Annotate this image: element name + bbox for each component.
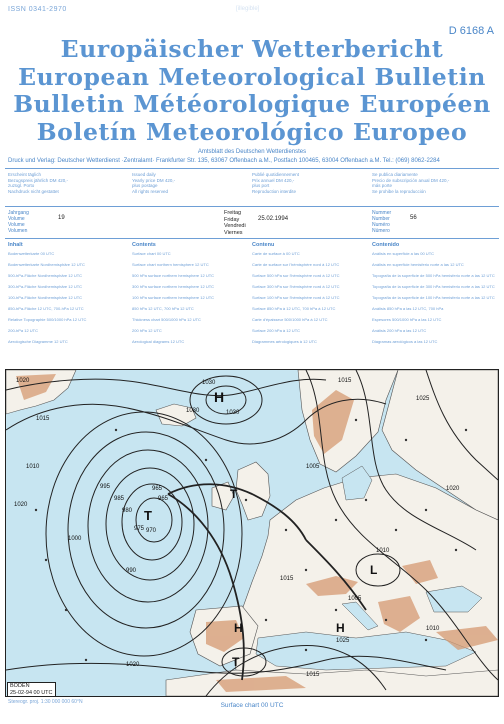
toc-item: Carte d'épaisseur 500/1000 hPa à 12 UTC xyxy=(252,316,328,322)
info-line: Yearly price DM 420,- xyxy=(132,177,176,183)
divider xyxy=(5,206,499,207)
station-marker xyxy=(35,509,37,511)
title-spanish: Boletín Meteorológico Europeo xyxy=(36,117,468,146)
toc-item: Aerological diagrams 12 UTC xyxy=(132,338,185,344)
divider xyxy=(5,238,499,239)
info-line: Issued daily xyxy=(132,172,156,177)
toc-item: Relative Topographie 500/1000 hPa 12 UTC xyxy=(8,316,87,322)
info-line: Nachdruck nicht gestattet xyxy=(8,188,59,194)
station-marker xyxy=(85,659,87,661)
amtsblatt-line: Amtsblatt des Deutschen Wetterdienstes xyxy=(197,149,307,155)
info-column-es xyxy=(372,172,449,194)
toc-item: 500-hPa-Fläche Nordhemisphäre 12 UTC xyxy=(8,272,83,278)
isobar-label: 1010 xyxy=(426,626,440,632)
volume-label: Volume xyxy=(8,222,25,228)
title-block xyxy=(0,36,504,146)
toc-item: Thickness chart 500/1000 hPa 12 UTC xyxy=(132,316,201,322)
toc-item: Surface chart 00 UTC xyxy=(132,251,171,256)
number-value: 56 xyxy=(410,215,417,221)
projection-note: Stereogr. proj. 1:30 000 000 60°N xyxy=(8,699,83,705)
isobar-label: 1000 xyxy=(68,536,82,542)
station-marker xyxy=(265,619,267,621)
station-marker xyxy=(395,529,397,531)
info-line: Bezugspreis jährlich DM 420,- xyxy=(8,177,69,183)
toc-item: Análisis 200 hPa a las 12 UTC xyxy=(372,327,427,333)
high-pressure-symbol: H xyxy=(214,389,225,405)
station-marker xyxy=(425,639,427,641)
toc-heading-de: Inhalt xyxy=(8,242,23,248)
isobar-label: 1010 xyxy=(26,464,40,470)
map-svg xyxy=(6,370,498,696)
number-labels xyxy=(372,210,391,234)
toc-item: 100-hPa-Fläche Nordhemisphäre 12 UTC xyxy=(8,294,83,300)
isobar-label: 1015 xyxy=(36,416,50,422)
high-pressure-symbol: H xyxy=(234,621,243,635)
toc-item: Topografía de la superficie de 100 hPa hemisferio norte a las 12 UTC xyxy=(372,294,495,300)
weekday-label: Viernes xyxy=(224,229,243,236)
station-marker xyxy=(305,649,307,651)
station-marker xyxy=(45,559,47,561)
isobar-label: 970 xyxy=(146,528,157,534)
north-africa-land xyxy=(166,670,498,696)
toc-item: Carte de surface sur l'hémisphère nord à 12 UTC xyxy=(252,261,340,267)
station-marker xyxy=(405,439,407,441)
station-marker xyxy=(285,529,287,531)
toc-item: 500 hPa surface northern hemisphere 12 UTC xyxy=(132,272,215,278)
station-marker xyxy=(335,609,337,611)
isobar-label: 965 xyxy=(152,486,163,492)
isobar-label: 975 xyxy=(134,526,145,532)
isobar-high-2 xyxy=(190,376,262,424)
toc-item: Espesores 500/1000 hPa a las 12 UTC xyxy=(372,316,442,322)
isobar-label: 980 xyxy=(122,508,133,514)
toc-item: Topografía de la superficie de 500 hPa hemisferio norte a las 12 UTC xyxy=(372,272,495,278)
toc-item: 300-hPa-Fläche Nordhemisphäre 12 UTC xyxy=(8,283,83,289)
number-label: Número xyxy=(372,228,390,234)
info-line: plus postage xyxy=(132,183,158,189)
toc-item: Bodenwetterkarte Nordhemisphäre 12 UTC xyxy=(8,261,85,267)
info-column-de xyxy=(8,172,68,194)
toc-item: Surface 200 hPa à 12 UTC xyxy=(252,327,301,333)
info-line: Se prohibe la reproducción xyxy=(372,188,426,194)
info-line: Publié quotidiennement xyxy=(252,172,300,177)
weekday-label: Friday xyxy=(224,216,240,223)
info-line: más porte xyxy=(372,183,393,189)
info-column-fr xyxy=(252,172,299,194)
weekday-label: Freitag xyxy=(224,210,242,216)
center-value: 1030 xyxy=(226,410,240,416)
toc-item: Surface 500 hPa sur l'hémisphère nord à 12 UTC xyxy=(252,272,340,278)
title-french: Bulletin Météorologique Européen xyxy=(13,90,491,118)
toc-item: 850 hPa 12 UTC, 700 hPa 12 UTC xyxy=(132,305,194,311)
toc-item: Análisis en superficie a las 00 UTC xyxy=(372,251,435,256)
publisher-line: Druck und Verlag: Deutscher Wetterdienst ·Zentralamt· Frankfurter Str. 135, 63067 Offenbach a.M., Postfach 100465, 63004 Offenbach a.M. Tel.: (069) 8062-2284 xyxy=(8,158,440,164)
station-marker xyxy=(425,509,427,511)
number-label: Numéro xyxy=(372,222,390,228)
number-label: Nummer xyxy=(372,210,392,216)
toc-item: 200 hPa 12 UTC xyxy=(132,327,162,333)
toc-item: 850-hPa-Fläche 12 UTC, 700-hPa 12 UTC xyxy=(8,305,84,311)
station-marker xyxy=(355,419,357,421)
volume-label: Volumen xyxy=(8,228,28,234)
info-column-en xyxy=(132,172,175,194)
isobar-low-1 xyxy=(136,498,172,542)
volume-label: Volume xyxy=(8,216,25,222)
toc-column-fr xyxy=(252,252,370,351)
info-line: zuzügl. Porto xyxy=(8,183,35,189)
isobar-label: 1020 xyxy=(14,502,28,508)
date-value: 25.02.1994 xyxy=(258,216,289,222)
weekday-labels xyxy=(224,210,246,236)
toc-item: Surface chart northern hemisphere 12 UTC xyxy=(132,261,209,267)
isobar-label: 985 xyxy=(114,496,125,502)
toc-item: Diagrammes aérologiques à 12 UTC xyxy=(252,338,317,344)
station-marker xyxy=(385,619,387,621)
isobar-label: 1025 xyxy=(416,396,430,402)
isobar-label: 1020 xyxy=(16,378,30,384)
toc-heading-en: Contents xyxy=(132,242,156,248)
low-pressure-symbol: T xyxy=(144,508,152,523)
document-id: D 6168 A xyxy=(448,25,494,37)
divider xyxy=(5,168,499,169)
surface-weather-map xyxy=(5,369,499,697)
station-marker xyxy=(365,499,367,501)
toc-item: 200-hPa 12 UTC xyxy=(8,327,39,333)
toc-item: Bodenwetterkarte 00 UTC xyxy=(8,251,55,256)
info-line: Reproduction interdite xyxy=(252,188,297,194)
toc-item: Surface 850 hPa à 12 UTC, 700 hPa à 12 UTC xyxy=(252,305,336,311)
toc-item: Análisis 850 hPa a las 12 UTC, 700 hPa xyxy=(372,305,444,311)
map-stamp: BODEN 25-02-94 00 UTC xyxy=(7,682,56,697)
isobar-low-3 xyxy=(106,468,194,580)
isobar-label: 1020 xyxy=(446,486,460,492)
volume-value: 19 xyxy=(58,215,65,221)
info-line: Se publica diariamente xyxy=(372,172,418,177)
toc-item: Surface 300 hPa sur l'hémisphère nord à 12 UTC xyxy=(252,283,340,289)
station-marker xyxy=(335,519,337,521)
toc-column-de xyxy=(8,252,126,351)
toc-item: Análisis en superficie hemisferio norte a las 12 UTC xyxy=(372,261,464,267)
isobar-label: 1030 xyxy=(186,408,200,414)
high-pressure-symbol: H xyxy=(336,621,345,635)
toc-item: Surface 100 hPa sur l'hémisphère nord à 12 UTC xyxy=(252,294,340,300)
low-pressure-symbol: T xyxy=(230,487,238,501)
isobar-label: 1015 xyxy=(280,576,294,582)
toc-item: Aerologische Diagramme 12 UTC xyxy=(8,338,68,344)
toc-column-es xyxy=(372,252,498,351)
toc-item: 100 hPa surface northern hemisphere 12 UTC xyxy=(132,294,215,300)
isobar-label: 1020 xyxy=(126,662,140,668)
low-pressure-symbol: T xyxy=(232,655,240,669)
issn-label: ISSN 0341-2970 xyxy=(8,6,67,13)
station-marker xyxy=(455,549,457,551)
isobar-label: 1005 xyxy=(306,464,320,470)
center-value: 965 xyxy=(158,496,169,502)
station-marker xyxy=(465,429,467,431)
weekday-label: Vendredi xyxy=(224,223,246,230)
isobar-label: 1015 xyxy=(338,378,352,384)
info-line: All rights reserved xyxy=(132,188,169,194)
title-english: European Meteorological Bulletin xyxy=(18,62,486,91)
station-marker xyxy=(205,459,207,461)
toc-item: Carte de surface à 00 UTC xyxy=(252,251,300,256)
isobar-label: 1015 xyxy=(306,672,320,678)
faint-stamp: [illegible] xyxy=(236,6,260,12)
isobar-low-2 xyxy=(122,484,182,560)
info-line: plus port xyxy=(252,183,270,189)
toc-column-en xyxy=(132,252,250,351)
low-pressure-symbol: L xyxy=(370,563,378,577)
isobar-label: 990 xyxy=(126,568,137,574)
number-label: Number xyxy=(372,216,390,222)
toc-heading-es: Contenido xyxy=(372,242,400,248)
toc-item: Diagramas aerológicos a las 12 UTC xyxy=(372,338,438,344)
british-isles-land xyxy=(236,462,270,520)
isobar-label: 1005 xyxy=(348,596,362,602)
title-german: Europäischer Wetterbericht xyxy=(60,35,444,63)
center-value: 1025 xyxy=(336,638,350,644)
station-marker xyxy=(245,499,247,501)
volume-labels xyxy=(8,210,29,234)
isobar-label: 1030 xyxy=(202,380,216,386)
station-marker xyxy=(115,429,117,431)
isobar-label: 1010 xyxy=(376,548,390,554)
toc-heading-fr: Contenu xyxy=(252,242,275,248)
isobar-label: 995 xyxy=(100,484,111,490)
info-line: Erscheint täglich xyxy=(8,172,42,177)
station-marker xyxy=(305,569,307,571)
station-marker xyxy=(65,609,67,611)
info-line: Prix annuel DM 420,- xyxy=(252,177,295,183)
volume-label: Jahrgang xyxy=(8,210,29,216)
toc-item: 300 hPa surface northern hemisphere 12 UTC xyxy=(132,283,215,289)
info-line: Precio de subscripción anual DM 420,- xyxy=(372,177,450,183)
map-caption: Surface chart 00 UTC xyxy=(220,702,284,709)
toc-item: Topografía de la superficie de 300 hPa hemisferio norte a las 12 UTC xyxy=(372,283,495,289)
